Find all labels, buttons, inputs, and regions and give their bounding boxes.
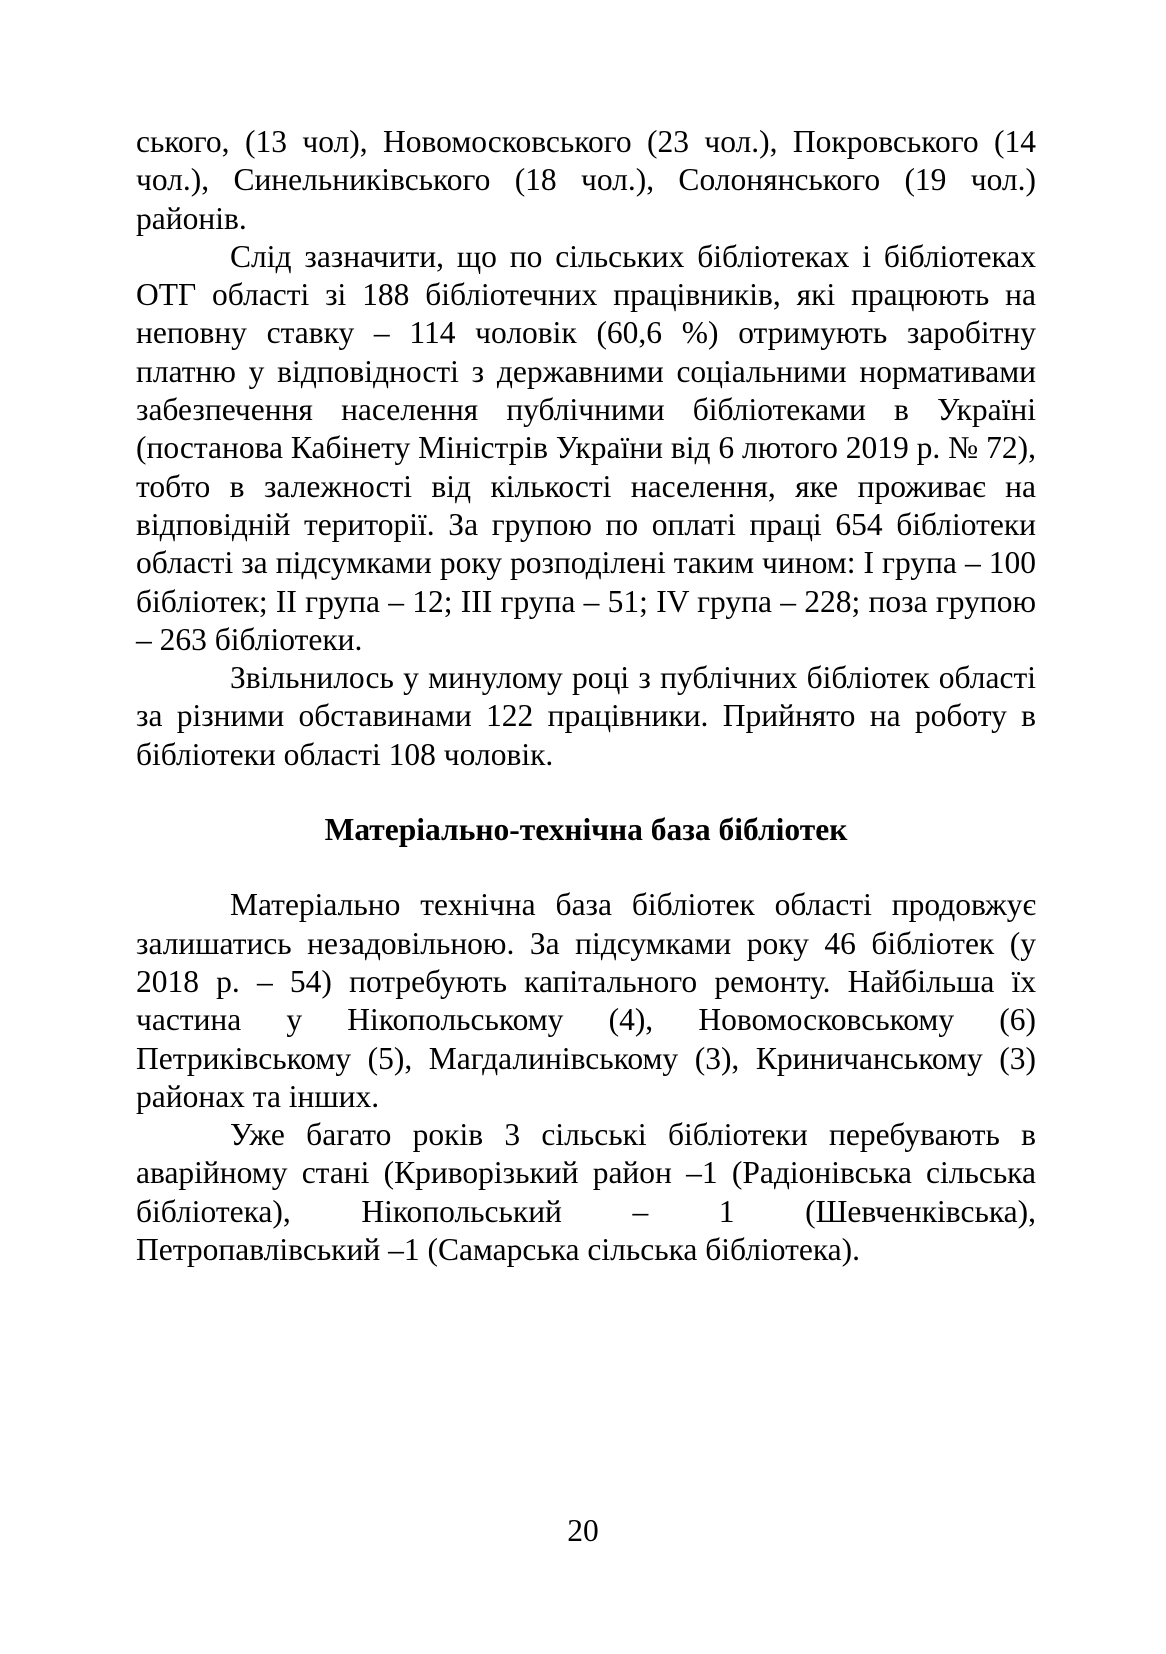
document-body [136, 123, 1036, 1269]
paragraph-material-base: Матеріально технічна база бібліотек області продовжує залишатись незадовільною. За підсумками року 46 бібліотек (у 2018 р. – 54) потребують капітального ремонту. Найбільша їх частина у Нікопольському (4), Новомосковському (6) Петриківському (5), Магдалинівському (3), Криничанському (3) районах та інших. [136, 887, 1036, 1114]
paragraph-staff-turnover: Звільнилось у минулому році з публічних бібліотек області за різними обставинами 122 працівники. Прийнято на роботу в бібліотеки області 108 чоловік. [136, 660, 1036, 772]
section-heading: Матеріально-технічна база бібліотек [324, 812, 848, 848]
paragraph-emergency-libraries: Уже багато років 3 сільські бібліотеки перебувають в аварійному стані (Криворізький район –1 (Радіонівська сільська бібліотека), Нікопольський – 1 (Шевченківська), Петропавлівський –1 (Самарська сільська бібліотека). [136, 1117, 1036, 1268]
paragraph-salary-norms: Слід зазначити, що по сільських бібліотеках і бібліотеках ОТГ області зі 188 бібліотечних працівників, які працюють на неповну ставку – 114 чоловік (60,6 %) отримують заробітну платню у відповідності з державними соціальними нормативами забезпечення населення публічними бібліотеками в Україні (постанова Кабінету Міністрів України від 6 лютого 2019 р. № 72), тобто в залежності від кількості населення, яке проживає на відповідній території. За групою по оплаті праці 654 бібліотеки області за підсумками року розподілені таким чином: І група – 100 бібліотек; ІІ група – 12; ІІІ група – 51; ІV група – 228; поза групою – 263 бібліотеки. [136, 238, 1036, 657]
paragraph-continuation: ського, (13 чол), Новомосковського (23 чол.), Покровського (14 чол.), Синельниківського (18 чол.), Солонянського (19 чол.) районів. [136, 124, 1036, 236]
page-number: 20 [567, 1513, 599, 1548]
